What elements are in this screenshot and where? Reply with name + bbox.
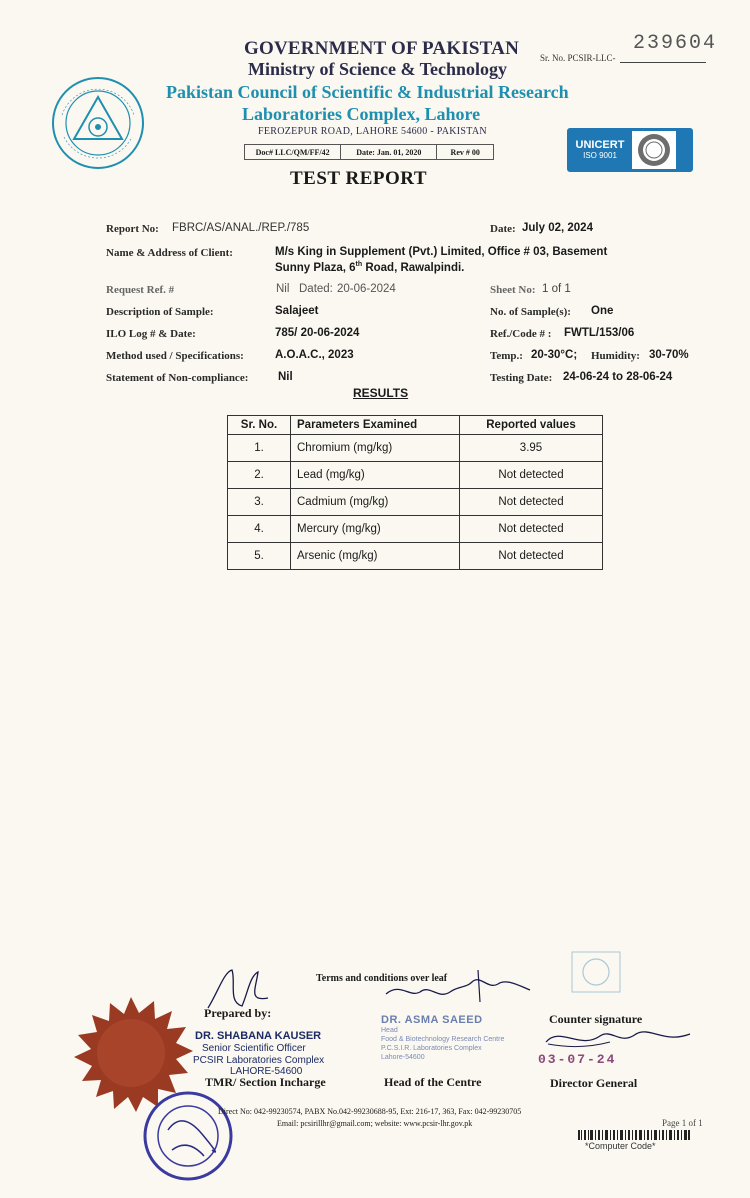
unicert-name: UNICERT (575, 139, 625, 152)
sheet-label: Sheet No: (490, 284, 536, 296)
director-general-role: Director General (550, 1076, 638, 1090)
preparer-title: Senior Scientific Officer (202, 1043, 306, 1054)
preparer-org: PCSIR Laboratories Complex (193, 1055, 325, 1066)
table-row (228, 543, 603, 570)
preparer-city: LAHORE-54600 (230, 1066, 303, 1077)
humidity-value: 30-70% (649, 349, 689, 361)
client-line-2-sup: th (355, 261, 363, 268)
results-table (227, 415, 603, 570)
doc-control-box (244, 144, 494, 160)
serial-label: Sr. No. PCSIR-LLC- (540, 53, 616, 63)
results-header-row (228, 416, 603, 435)
row-sr: 1. (228, 435, 291, 462)
row-value: Not detected (460, 543, 603, 570)
labs-heading: Laboratories Complex, Lahore (242, 104, 481, 124)
row-param: Arsenic (mg/kg) (291, 543, 460, 570)
head-of-centre-role: Head of the Centre (384, 1075, 482, 1089)
counter-stamp-date: 03-07-24 (538, 1052, 617, 1067)
ministry-heading: Ministry of Science & Technology (248, 59, 507, 79)
counter-signature-label: Counter signature (549, 1012, 643, 1026)
refcode-label: Ref./Code # : (490, 328, 552, 340)
description-label: Description of Sample: (106, 306, 214, 318)
table-row (228, 435, 603, 462)
doc-date: Date: Jan. 01, 2020 (341, 145, 437, 159)
head-stamp-title: Head (381, 1027, 398, 1034)
humidity-label: Humidity: (591, 350, 640, 362)
table-row (228, 516, 603, 543)
head-stamp-line-2: P.C.S.I.R. Laboratories Complex (381, 1045, 482, 1052)
row-param: Chromium (mg/kg) (291, 435, 460, 462)
row-value: Not detected (460, 489, 603, 516)
method-value: A.O.A.C., 2023 (275, 349, 354, 361)
table-row (228, 462, 603, 489)
unicert-badge (567, 128, 693, 172)
row-value: Not detected (460, 516, 603, 543)
row-value: Not detected (460, 462, 603, 489)
pcsir-logo (50, 75, 146, 171)
row-value: 3.95 (460, 435, 603, 462)
dated-label: Dated: (299, 283, 333, 295)
request-label: Request Ref. # (106, 284, 175, 296)
client-line-2-b: Road, Rawalpindi. (362, 261, 465, 274)
address-line: FEROZEPUR ROAD, LAHORE 54600 - PAKISTAN (258, 126, 487, 137)
method-label: Method used / Specifications: (106, 350, 244, 362)
head-stamp-name: DR. ASMA SAEED (381, 1014, 483, 1026)
request-value: Nil (276, 283, 290, 295)
ilo-label: ILO Log # & Date: (106, 328, 196, 340)
noncompliance-value: Nil (278, 371, 293, 383)
col-parameters: Parameters Examined (291, 416, 460, 435)
client-line-2 (275, 261, 464, 274)
preparer-role: TMR/ Section Incharge (205, 1075, 326, 1089)
col-sr-no: Sr. No. (228, 416, 291, 435)
noncompliance-label: Statement of Non-compliance: (106, 372, 249, 384)
page-number: Page 1 of 1 (662, 1118, 703, 1128)
date-label: Date: (490, 223, 516, 235)
table-row (228, 489, 603, 516)
ilo-value: 785/ 20-06-2024 (275, 327, 360, 339)
serial-number: 239604 (633, 32, 718, 55)
unicert-iso: ISO 9001 (583, 150, 617, 160)
doc-revision: Rev # 00 (450, 147, 480, 157)
preparer-name: DR. SHABANA KAUSER (195, 1030, 322, 1042)
row-sr: 4. (228, 516, 291, 543)
testing-date-label: Testing Date: (490, 372, 553, 384)
computer-code-label: *Computer Code* (585, 1141, 656, 1151)
client-line-1: M/s King in Supplement (Pvt.) Limited, Office # 03, Basement (275, 246, 608, 258)
temp-label: Temp.: (490, 350, 523, 362)
barcode-icon (578, 1130, 690, 1140)
contact-email-website: Email: pcsirillhr@gmail.com; website: www.pcsir-lhr.gov.pk (277, 1119, 473, 1128)
signature-head-icon (380, 962, 540, 1012)
contact-numbers: Direct No: 042-99230574, PABX No.042-99230688-95, Ext: 216-17, 363, Fax: 042-99230705 (218, 1107, 522, 1116)
prepared-by-label: Prepared by: (204, 1006, 272, 1020)
col-reported-values: Reported values (460, 416, 603, 435)
client-line-2-a: Sunny Plaza, 6 (275, 261, 356, 274)
num-samples-value: One (591, 305, 614, 317)
council-heading: Pakistan Council of Scientific & Industrial Research (166, 82, 569, 102)
row-sr: 5. (228, 543, 291, 570)
testing-date-value: 24-06-24 to 28-06-24 (563, 371, 673, 383)
temp-value: 20-30°C; (531, 349, 578, 361)
faint-watermark-seal-icon (568, 950, 624, 994)
unicert-seal-icon (632, 131, 676, 169)
row-param: Cadmium (mg/kg) (291, 489, 460, 516)
serial-underline (620, 62, 706, 63)
government-heading: GOVERNMENT OF PAKISTAN (244, 38, 519, 59)
sheet-value: 1 of 1 (542, 283, 571, 295)
head-stamp-line-3: Lahore-54600 (381, 1054, 425, 1061)
row-param: Mercury (mg/kg) (291, 516, 460, 543)
row-param: Lead (mg/kg) (291, 462, 460, 489)
report-no-value: FBRC/AS/ANAL./REP./785 (172, 222, 310, 234)
date-value: July 02, 2024 (522, 222, 593, 234)
num-samples-label: No. of Sample(s): (490, 306, 571, 318)
client-label: Name & Address of Client: (106, 247, 233, 259)
results-heading: RESULTS (353, 386, 409, 400)
doc-number: Doc# LLC/QM/FF/42 (245, 145, 341, 159)
head-stamp-line-1: Food & Biotechnology Research Centre (381, 1036, 505, 1043)
row-sr: 2. (228, 462, 291, 489)
refcode-value: FWTL/153/06 (564, 327, 635, 339)
report-no-label: Report No: (106, 223, 159, 235)
terms-note: Terms and conditions over leaf (316, 973, 448, 984)
row-sr: 3. (228, 489, 291, 516)
official-round-stamp-icon (142, 1090, 234, 1182)
dated-value: 20-06-2024 (337, 283, 396, 295)
report-title: TEST REPORT (290, 168, 427, 189)
description-value: Salajeet (275, 305, 319, 317)
